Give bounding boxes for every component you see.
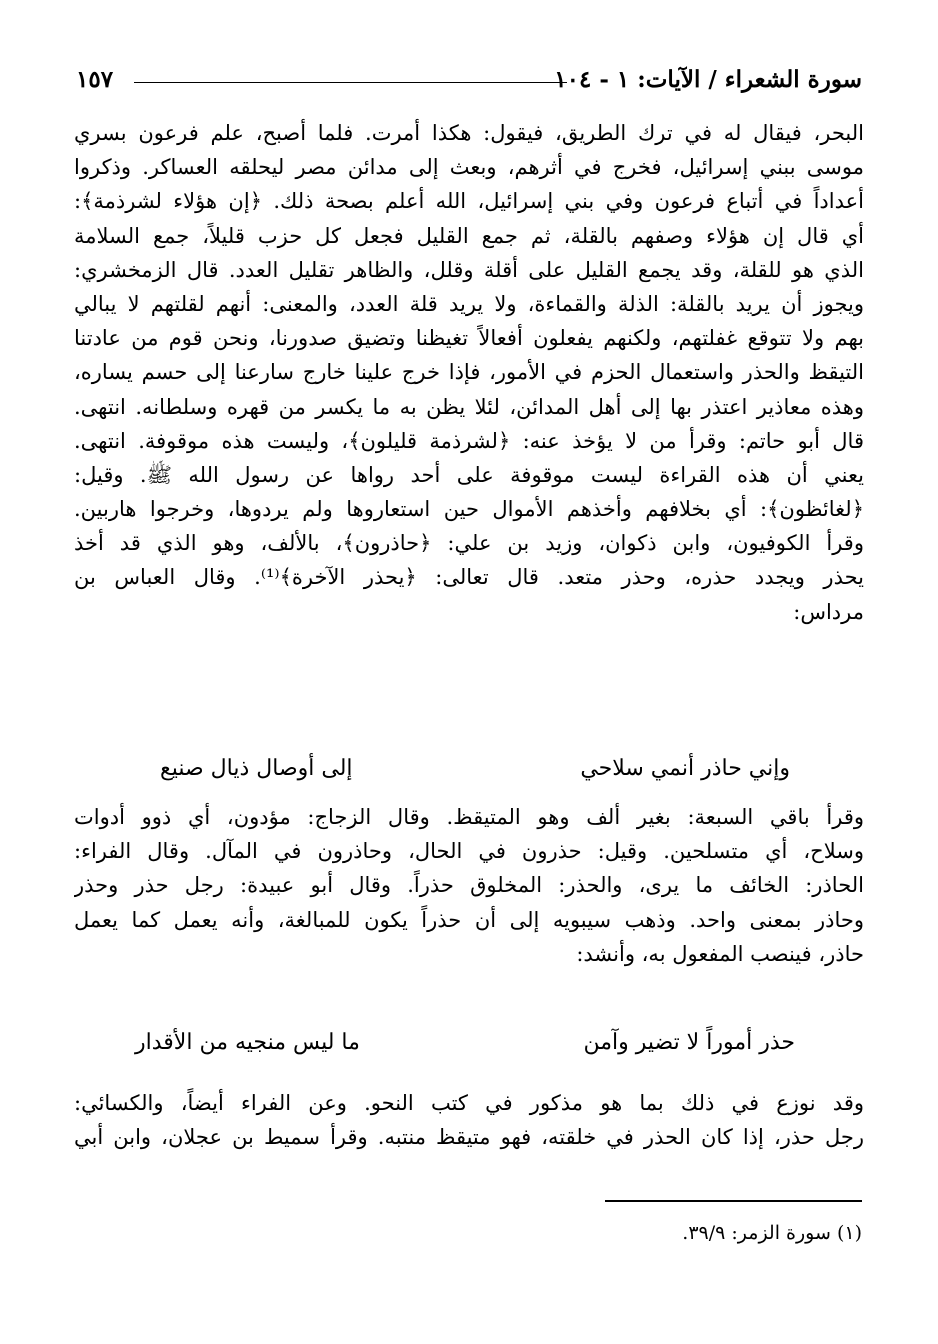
text-line: مرداس:: [793, 599, 864, 624]
page-number: ١٥٧: [76, 66, 114, 93]
text-line: أعداداً في أتباع فرعون وفي بني إسرائيل، الله أعلم بصحة ذلك. ﴿إن هؤلاء لشرذمة﴾:: [74, 189, 864, 214]
body-text-block-1: [74, 116, 864, 629]
text-line: وهذه معاذير اعتذر بها إلى أهل المدائن، لئلا يظن به ما يكسر من قهره وسلطانه. انتهى.: [74, 394, 864, 419]
footnote: (١) سورة الزمر: ٣٩/٩.: [682, 1222, 862, 1244]
text-line: قال أبو حاتم: وقرأ من لا يؤخذ عنه: ﴿لشرذمة قليلون﴾، وليست هذه موقوفة. انتهى.: [74, 428, 864, 453]
verse-first-hemistich: وإني حاذر أنمي سلاحي: [580, 756, 790, 781]
text-line: أي قال إن هؤلاء وصفهم بالقلة، ثم جمع القليل فجعل كل حزب قليلاً، جمع السلامة: [74, 223, 864, 248]
text-line: موسى ببني إسرائيل، فخرج في أثرهم، وبعث إلى مدائن مصر ليحلقه العساكر. وذكروا: [74, 155, 864, 180]
text-line: البحر، فيقال له في ترك الطريق، فيقول: هكذا أمرت. فلما أصبح، علم فرعون بسري: [74, 121, 864, 145]
header-rule: [134, 82, 567, 83]
footnote-separator: [605, 1200, 862, 1202]
text-line: التيقظ والحذر واستعمال الحزم في الأمور، فإذا خرج علينا خارج سارعنا إلى حسم يساره،: [74, 360, 864, 385]
verse-first-hemistich: حذر أموراً لا تضير وآمن: [583, 1030, 795, 1055]
body-text-block-2: [74, 800, 864, 971]
text-line: ويجوز أن يريد بالقلة: الذلة والقماءة، ولا يريد قلة العدد، والمعنى: أنهم لقلتهم لا يبالي: [74, 291, 864, 316]
text-line: الحاذر: الخائف ما يرى، والحذر: المخلوق حذراً. وقال أبو عبيدة: رجل حذر وحذر: [74, 873, 864, 898]
text-line: وسلاح، أي متسلحين. وقيل: حذرون في الحال، وحاذرون في المآل. وقال الفراء:: [74, 839, 864, 864]
text-line: وقرأ الكوفيون، وابن ذكوان، وزيد بن علي: ﴿حاذرون﴾، بالألف، وهو الذي قد أخذ: [74, 531, 864, 556]
text-line: وحاذر بمعنى واحد. وذهب سيبويه إلى أن حذراً يكون للمبالغة، وأنه يعمل كما يعمل: [74, 907, 864, 932]
text-line: رجل حذر، إذا كان الحذر في خلقته، فهو متيقظ منتبه. وقرأ سميط بن عجلان، وابن أبي: [74, 1125, 864, 1150]
text-line: الذي هو للقلة، وقد يجمع القليل على أقلة وقلل، والظاهر تقليل العدد. قال الزمخشري:: [74, 257, 864, 282]
running-header: [76, 66, 862, 106]
text-line: ﴿لغائظون﴾: أي بخلافهم وأخذهم الأموال حين استعاروها ولم يردوها، وخرجوا هاربين.: [74, 497, 864, 522]
text-line: بهم ولا تتوقع غفلتهم، ولكنهم يفعلون أفعالاً تغيظنا وتضيق صدورنا، ونحن قوم من عادتنا: [74, 326, 864, 351]
poetry-verse-1: [150, 756, 790, 790]
text-line: يعني أن هذه القراءة ليست موقوفة على أحد رواها عن رسول الله ﷺ. وقيل:: [74, 462, 864, 487]
text-line: حاذر، فينصب المفعول به، وأنشد:: [576, 941, 864, 966]
poetry-verse-2: [125, 1030, 795, 1064]
verse-second-hemistich: ما ليس منجيه من الأقدار: [135, 1030, 360, 1055]
surah-title: سورة الشعراء / الآيات: ١ - ١٠٤: [554, 66, 862, 93]
verse-second-hemistich: إلى أوصال ذيال صنيع: [160, 756, 353, 781]
text-line: وقد نوزع في ذلك بما هو مذكور في كتب النحو. وعن الفراء أيضاً، والكسائي:: [74, 1091, 864, 1115]
text-line: وقرأ باقي السبعة: بغير ألف وهو المتيقظ. وقال الزجاج: مؤدون، أي ذوو أدوات: [74, 805, 864, 829]
body-text-block-3: [74, 1086, 864, 1154]
text-line: يحذر ويجدد حذره، وحذر متعد. قال تعالى: ﴿يحذر الآخرة﴾⁽¹⁾. وقال العباس بن: [74, 565, 864, 590]
